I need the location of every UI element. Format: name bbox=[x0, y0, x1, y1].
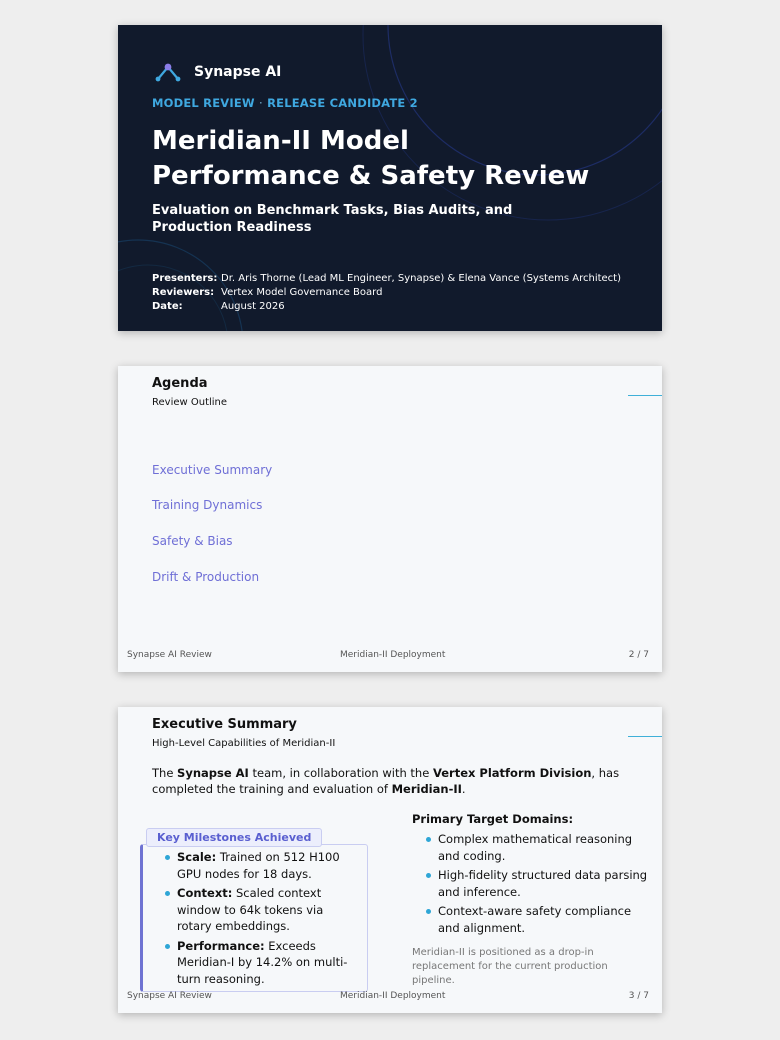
title-slide bbox=[118, 25, 662, 331]
milestones-label: Key Milestones Achieved bbox=[146, 828, 322, 847]
milestone-item bbox=[163, 938, 361, 988]
milestone-item bbox=[163, 849, 361, 882]
title-line-2: Performance & Safety Review bbox=[152, 161, 590, 191]
agenda-item-training-dynamics[interactable]: Training Dynamics bbox=[152, 498, 263, 512]
milestone-label: Performance: bbox=[177, 938, 265, 953]
intro-text: . bbox=[461, 782, 466, 796]
milestone-label: Scale: bbox=[177, 850, 217, 864]
bullet-icon bbox=[426, 837, 431, 842]
meta-label: Reviewers: bbox=[152, 287, 215, 298]
kicker-separator: · bbox=[259, 96, 263, 110]
slide-footer bbox=[118, 650, 662, 664]
positioning-note: Meridian-II is positioned as a drop-in replacement for the current production pipeline. bbox=[412, 947, 608, 986]
accent-divider bbox=[628, 736, 662, 737]
intro-bold: Vertex Platform Division bbox=[432, 766, 592, 780]
brand-name: Synapse AI bbox=[194, 64, 282, 80]
domain-item bbox=[424, 903, 652, 936]
bullet-icon bbox=[165, 944, 170, 949]
kicker bbox=[152, 96, 418, 110]
footer-center: Meridian-II Deployment bbox=[340, 991, 446, 1001]
title-line-1: Meridian-II Model bbox=[152, 126, 409, 156]
domains-list bbox=[424, 831, 652, 939]
agenda-slide bbox=[118, 366, 662, 672]
milestone-label: Context: bbox=[177, 886, 233, 900]
kicker-right: RELEASE CANDIDATE 2 bbox=[267, 96, 418, 110]
milestones-list bbox=[163, 849, 361, 990]
presentation-title bbox=[152, 124, 642, 194]
accent-divider bbox=[628, 395, 662, 396]
meta-value: Vertex Model Governance Board bbox=[221, 287, 383, 298]
domain-text: Complex mathematical reasoning and coding. bbox=[438, 832, 633, 863]
slide-subtitle: Review Outline bbox=[152, 397, 228, 408]
slide-title: Agenda bbox=[152, 376, 208, 391]
domain-item bbox=[424, 867, 652, 900]
intro-bold: Synapse AI bbox=[177, 766, 249, 780]
intro-text: , has completed the training and evaluation of bbox=[152, 766, 620, 796]
bullet-icon bbox=[426, 909, 431, 914]
meta-row-date bbox=[152, 300, 621, 314]
meta-row-presenters bbox=[152, 272, 621, 286]
agenda-item-safety-bias[interactable]: Safety & Bias bbox=[152, 534, 233, 548]
meta-value: August 2026 bbox=[221, 301, 285, 312]
presentation-subtitle: Evaluation on Benchmark Tasks, Bias Audits, and Production Readiness bbox=[152, 203, 513, 235]
meta-label: Presenters: bbox=[152, 273, 218, 284]
page-number: 2 / 7 bbox=[628, 650, 649, 660]
kicker-left: MODEL REVIEW bbox=[152, 96, 255, 110]
meta-label: Date: bbox=[152, 301, 183, 312]
network-node-icon bbox=[154, 61, 182, 83]
domain-text: Context-aware safety compliance and alignment. bbox=[438, 904, 632, 935]
domain-text: High-fidelity structured data parsing and inference. bbox=[438, 868, 648, 899]
meta-value: Dr. Aris Thorne (Lead ML Engineer, Synapse) & Elena Vance (Systems Architect) bbox=[221, 273, 621, 284]
presentation-meta bbox=[152, 272, 621, 314]
slide-subtitle: High-Level Capabilities of Meridian-II bbox=[152, 738, 336, 749]
milestone-text: Scaled context window to 64k tokens via rotary embeddings. bbox=[177, 886, 324, 933]
bullet-icon bbox=[165, 891, 170, 896]
footer-left: Synapse AI Review bbox=[127, 991, 212, 1001]
meta-row-reviewers bbox=[152, 286, 621, 300]
page-number: 3 / 7 bbox=[628, 991, 649, 1001]
footer-left: Synapse AI Review bbox=[127, 650, 212, 660]
milestone-item bbox=[163, 885, 361, 935]
intro-paragraph bbox=[152, 765, 622, 797]
agenda-item-executive-summary[interactable]: Executive Summary bbox=[152, 463, 273, 477]
executive-summary-slide bbox=[118, 707, 662, 1013]
slide-title: Executive Summary bbox=[152, 717, 297, 732]
milestones-box bbox=[140, 844, 368, 992]
milestone-text: Exceeds Meridian-I by 14.2% on multi-turn reasoning. bbox=[177, 938, 348, 986]
brand-logo bbox=[154, 61, 281, 83]
domains-heading: Primary Target Domains: bbox=[412, 812, 574, 826]
footer-center: Meridian-II Deployment bbox=[340, 650, 446, 660]
intro-bold: Meridian-II bbox=[391, 782, 462, 796]
bullet-icon bbox=[165, 855, 170, 860]
bullet-icon bbox=[426, 873, 431, 878]
slide-footer bbox=[118, 991, 662, 1005]
milestone-text: Trained on 512 H100 GPU nodes for 18 days. bbox=[177, 850, 340, 881]
agenda-item-drift-production[interactable]: Drift & Production bbox=[152, 570, 260, 584]
domain-item bbox=[424, 831, 652, 864]
intro-text: team, in collaboration with the bbox=[248, 766, 433, 780]
intro-text: The bbox=[152, 766, 178, 780]
